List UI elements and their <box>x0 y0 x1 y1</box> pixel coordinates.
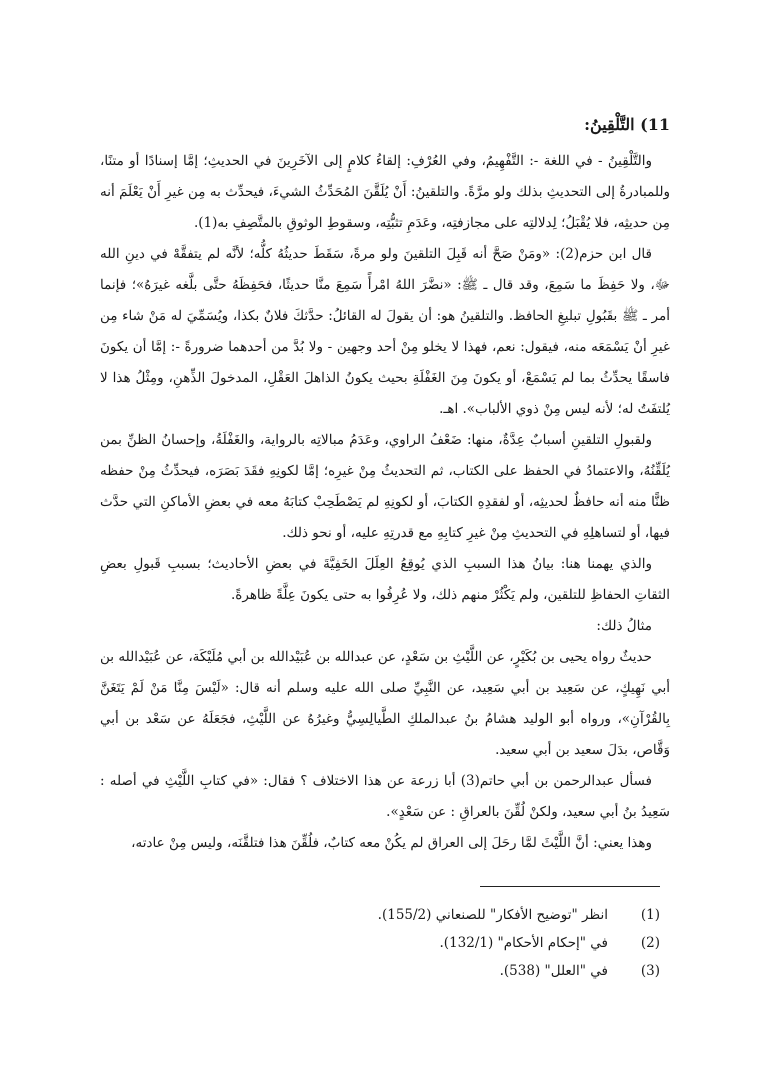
paragraph-ibn-hazm-quote: قال ابن حزم(2): «ومَنْ صَحَّ أنه قَبِلَ التلقينَ ولو مرةً، سَقَطَ حديثُهُ كلُّه؛ لأنَّه لم يتفقَّهْ في دينِ الله ﷻ، ولا حَفِظَ ما سَمِعَ، وقد قال ـ ﷺ: «نضَّرَ اللهُ امْرأً سَمِعَ منَّا حديثًا، فحَفِظَهُ حتَّى بلَّغه غيرَهُ»؛ فإنما أمر ـ ﷺ بقَبُولِ تبليغِ الحافظ. والتلقينُ هو: أن يقولَ له القائلُ: حدَّثكَ فلانٌ بكذا، ويُسَمِّيَ له مَنْ شاء مِن غيرِ أنْ يَسْمَعَه منه، فيقول: نعم، فهذا لا يخلو مِنْ أحد وجهين - ولا بُدَّ من أحدهما ضرورةً -: إمَّا أن يكونَ فاسقًا يحدِّثُ بما لم يَسْمَعْ، أو يكونَ مِنَ الغَفْلَةِ بحيث يكونُ الذاهلَ العَقْلِ، المدخولَ الذِّهنِ، ومِثْلُ هذا لا يُلتفَتُ له؛ لأنه ليس مِنْ ذوي الألباب». اهـ. <box>100 246 670 417</box>
footnotes <box>100 886 660 985</box>
paragraph-explanation: وهذا يعني: أنَّ اللَّيْثَ لمَّا رحَلَ إلى العراق لم يكُنْ معه كتابٌ، فلُقِّنَ هذا فتلقَّنَه، وليس مِنْ عادته، <box>131 835 652 851</box>
footnote-number: (1) <box>640 907 660 923</box>
footnote-number: (2) <box>640 935 660 951</box>
paragraph-focus: والذي يهمنا هنا: بيانُ هذا السببِ الذي يُوقِعُ العِلَلَ الخَفِيَّةَ في بعضِ الأحاديث؛ بسببِ قَبولِ بعضِ الثقاتِ الحفاظِ للتلقين، ولم يَكْثُرْ منهم ذلك، ولا عُرِفُوا به حتى يكونَ عِلَّةً ظاهرةً. <box>100 556 670 603</box>
page-body <box>100 108 670 859</box>
footnote-3 <box>100 957 660 985</box>
footnote-text: في "العلل" (538). <box>499 963 608 979</box>
footnote-number: (3) <box>640 963 660 979</box>
paragraph-definition: والتَّلْقِينُ - في اللغة -: التَّفْهِيمُ، وفي العُرْفِ: إلقاءُ كلامٍ إلى الآخَرِينَ في الحديثِ؛ إمَّا إسنادًا أو متنًا، وللمبادرةُ إلى التحديثِ بذلك ولو مرَّةً. والتلقينُ: أَنْ يُلَقَّنَ المُحَدِّثُ الشيءَ، فيحدِّث به مِن غيرِ أَنْ يَعْلَمَ أنه مِن حديثِه، فلا يُقْبَلُ؛ لِدلالتِه على مجازفتِه، وعَدَمِ تثبُّتِه، وسقوطِ الوثوقِ بالمتَّصِفِ به(1). <box>100 153 670 231</box>
footnote-2 <box>100 929 660 957</box>
paragraph-example-label: مثالُ ذلك: <box>596 618 652 634</box>
footnote-text: انظر "توضيح الأفكار" للصنعاني (155/2). <box>377 907 608 923</box>
paragraph-causes: ولقبولِ التلقينِ أسبابٌ عِدَّةٌ، منها: ضَعْفُ الراوي، وعَدَمُ مبالاتِه بالرواية، والغَفْلَةُ، وإحسانُ الظنِّ بمن يُلَقِّنُهُ، والاعتمادُ في الحفظ على الكتاب، ثم التحديثُ مِنْ غيرِه؛ إمَّا لكونِهِ فقَدَ بَصَرَه، فيحدِّثُ مِنْ حفظه ظنًّا منه أنه حافظٌ لحديثِه، أو لفقدِهِ الكتابَ، أو لكونِهِ لم يَصْطَحِبْ كتابَهُ معه في بعضِ الأماكنِ التي حدَّث فيها، أو لتساهلِهِ في التحديثِ مِنْ غيرِ كتابِهِ مع قدرتِهِ عليه، أو نحو ذلك. <box>100 432 670 541</box>
footnote-1 <box>100 901 660 929</box>
footnote-divider <box>480 886 660 887</box>
section-heading: 11) التَّلْقِينُ: <box>584 115 670 134</box>
paragraph-hadith-example: حديثٌ رواه يحيى بن بُكَيْرٍ، عن اللَّيْثِ بن سَعْدٍ، عن عبدالله بن عُبَيْدالله بن أبي مُلَيْكَة، عن عُبَيْدالله بن أبي نَهِيكٍ، عن سَعِيد بن أبي سَعِيد، عن النَّبِيِّ صلى الله عليه وسلم أنه قال: «لَيْسَ مِنَّا مَنْ لَمْ يَتَغَنَّ بِالقُرْآنِ»، ورواه أبو الوليد هشامُ بنُ عبدالملكِ الطَّيالِسِيُّ وغيرُهُ عن اللَّيْثِ، فجَعَلَهُ عن سَعْد بن أبي وَقَّاص، بدَلَ سعيد بن أبي سعيد. <box>100 649 670 758</box>
footnote-text: في "إحكام الأحكام" (132/1). <box>439 935 608 951</box>
paragraph-abu-zurah: فسأل عبدالرحمن بن أبي حاتم(3) أبا زرعة عن هذا الاختلاف ؟ فقال: «في كتابِ اللَّيْثِ في أصله : سَعِيدُ بنُ أبي سعيد، ولكنْ لُقِّنَ بالعراقِ : عن سَعْدٍ». <box>100 773 670 820</box>
